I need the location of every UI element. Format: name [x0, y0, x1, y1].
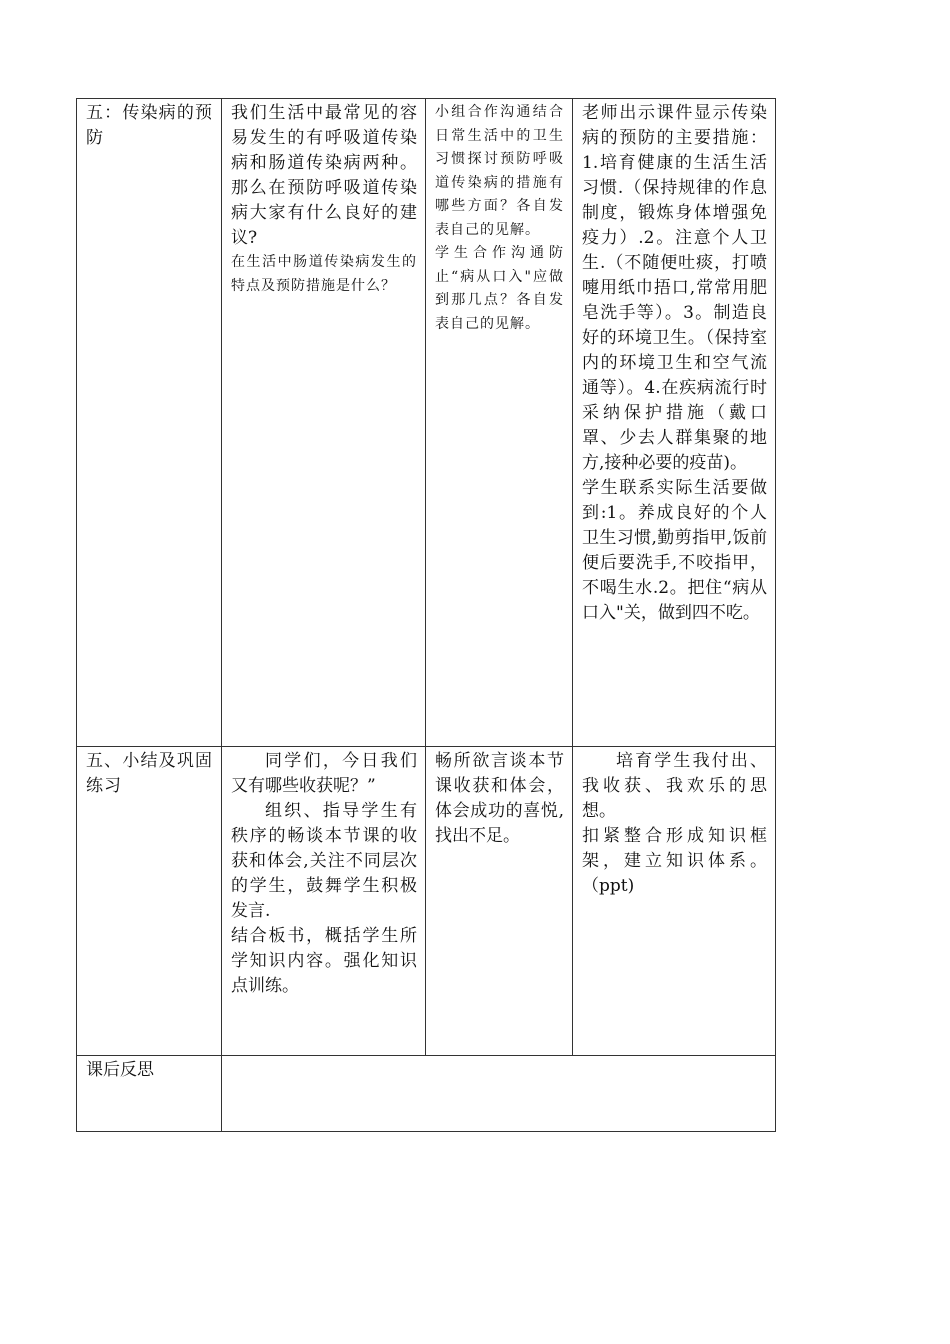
design-intent-cell	[573, 747, 776, 1056]
reflection-content-cell	[222, 1056, 776, 1132]
teacher-question: 我们生活中最常见的容易发生的有呼吸道传染病和肠道传染病两种。那么在预防呼吸道传染病大家有什么良好的建议?	[231, 103, 417, 248]
student-activity-text: 小组合作沟通结合日常生活中的卫生习惯探讨预防呼吸道传染病的措施有哪些方面？各自发表自己的见解。	[435, 104, 564, 238]
reflection-label-cell	[77, 1056, 222, 1132]
teacher-activity-cell	[222, 747, 426, 1056]
teacher-activity-text: 组织、指导学生有秩序的畅谈本节课的收获和体会,关注不同层次的学生，鼓舞学生积极发言.	[231, 801, 417, 921]
stage-cell-summary	[77, 747, 222, 1056]
teacher-activity-text: 结合板书，概括学生所学知识内容。强化知识点训练。	[231, 926, 417, 996]
table-row	[77, 1056, 776, 1132]
student-activity-cell	[426, 99, 573, 747]
design-intent-text: 培育学生我付出、我收获、我欢乐的思想。	[582, 751, 767, 821]
stage-cell-prevention	[77, 99, 222, 747]
stage-label: 五：传染病的预防	[86, 103, 213, 148]
student-activity-text: 畅所欲言谈本节课收获和体会，体会成功的喜悦,找出不足。	[435, 751, 564, 846]
design-intent-text: 学生联系实际生活要做到:1。养成良好的个人卫生习惯,勤剪指甲,饭前便后要洗手,不咬指甲， 不喝生水.2。把住“病从口入"关，做到四不吃。	[582, 478, 767, 623]
teacher-activity-cell	[222, 99, 426, 747]
student-activity-cell	[426, 747, 573, 1056]
design-intent-cell	[573, 99, 776, 747]
table-row	[77, 99, 776, 747]
lesson-plan-table	[76, 98, 776, 1132]
teacher-question-followup: 在生活中肠道传染病发生的特点及预防措施是什么？	[231, 254, 417, 294]
student-activity-text: 学生合作沟通防止“病从口入"应做到那几点？各自发表自己的见解。	[435, 245, 564, 332]
table-row	[77, 747, 776, 1056]
teacher-activity-text: 同学们，今日我们又有哪些收获呢？”	[231, 751, 417, 796]
design-intent-text: 老师出示课件显示传染病的预防的主要措施：1.培育健康的生活生活习惯.（保持规律的作息制度，锻炼身体增强免疫力）.2。注意个人卫生.（不随便吐痰，打喷嚏用纸巾捂口,常常用肥皂洗手等）。3。制造良好的环境卫生。（保持室内的环境卫生和空气流通等）。4.在疾病流行时采纳保护措施（戴口罩、少去人群集聚的地方,接种必要的疫苗)。	[582, 103, 767, 473]
design-intent-text: 扣紧整合形成知识框架，建立知识体系。（ppt)	[582, 826, 767, 896]
stage-label: 五、小结及巩固练习	[86, 751, 213, 796]
reflection-label: 课后反思	[86, 1060, 154, 1080]
